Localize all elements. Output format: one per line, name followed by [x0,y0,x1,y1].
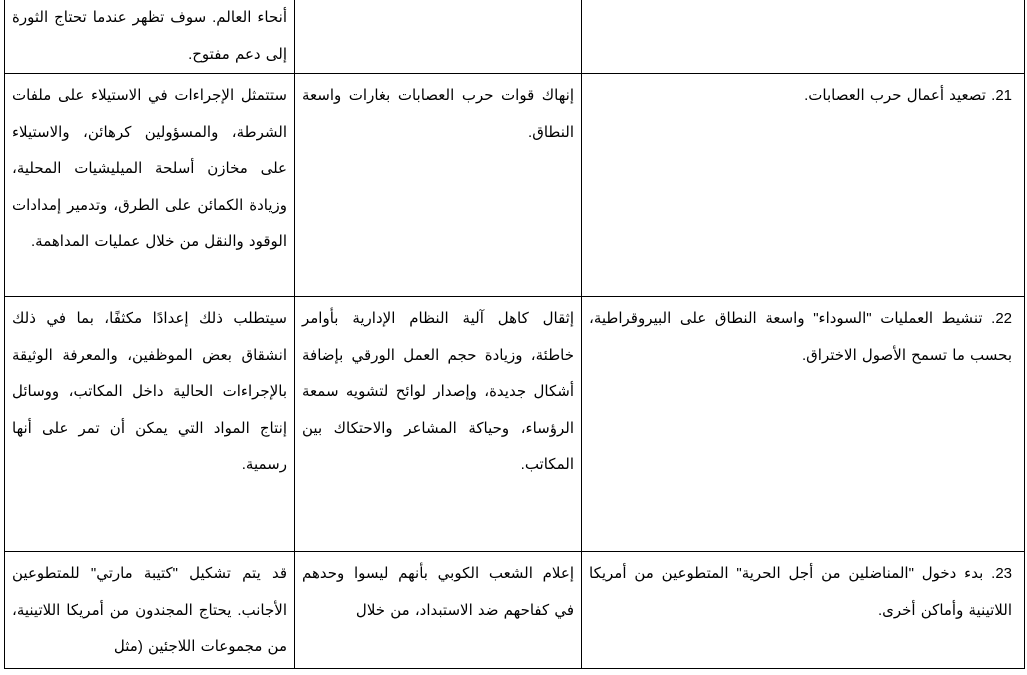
means-cell: سيتطلب ذلك إعدادًا مكثفًا، بما في ذلك انشقاق بعض الموظفين، والمعرفة الوثيقة بالإجراءات الحالية داخل المكاتب، ووسائل إنتاج المواد التي يمكن أن تمر على أنها رسمية. [5,297,295,552]
operations-table [4,0,1025,669]
table-row [5,74,1025,297]
goal-cell: إنهاك قوات حرب العصابات بغارات واسعة النطاق. [295,74,582,297]
action-cell: 21. تصعيد أعمال حرب العصابات. [582,74,1025,297]
action-cell [582,0,1025,74]
goal-cell [295,0,582,74]
table-row [5,552,1025,669]
table-row [5,297,1025,552]
means-cell: ستتمثل الإجراءات في الاستيلاء على ملفات الشرطة، والمسؤولين كرهائن، والاستيلاء على مخازن أسلحة الميليشيات المحلية، وزيادة الكمائن على الطرق، وتدمير إمدادات الوقود والنقل من خلال عمليات المداهمة. [5,74,295,297]
goal-cell: إعلام الشعب الكوبي بأنهم ليسوا وحدهم في كفاحهم ضد الاستبداد، من خلال [295,552,582,669]
table-row [5,0,1025,74]
goal-cell: إثقال كاهل آلية النظام الإدارية بأوامر خاطئة، وزيادة حجم العمل الورقي بإضافة أشكال جديدة، وإصدار لوائح لتشويه سمعة الرؤساء، وحياكة المشاعر والاحتكاك بين المكاتب. [295,297,582,552]
means-cell: قد يتم تشكيل "كتيبة مارتي" للمتطوعين الأجانب. يحتاج المجندون من أمريكا اللاتينية، من مجموعات اللاجئين (مثل [5,552,295,669]
action-cell: 22. تنشيط العمليات "السوداء" واسعة النطاق على البيروقراطية، بحسب ما تسمح الأصول الاختراق. [582,297,1025,552]
action-cell: 23. بدء دخول "المناضلين من أجل الحرية" المتطوعين من أمريكا اللاتينية وأماكن أخرى. [582,552,1025,669]
means-cell: أنحاء العالم. سوف تظهر عندما تحتاج الثورة إلى دعم مفتوح. [5,0,295,74]
